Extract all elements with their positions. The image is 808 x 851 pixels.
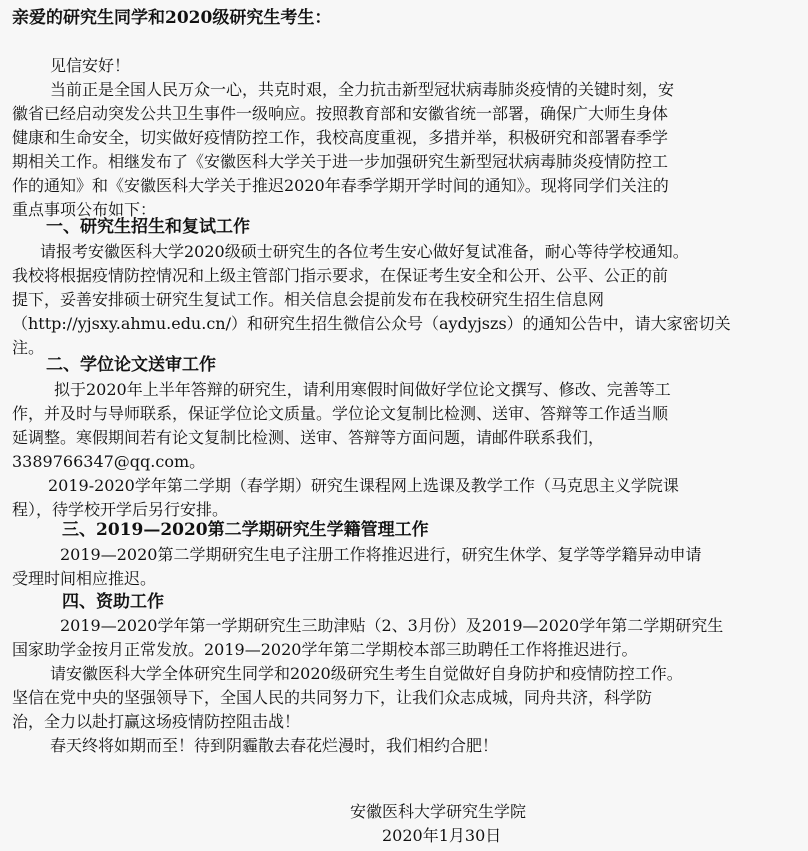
paragraph-line: 作，并及时与导师联系，保证学位论文质量。学位论文复制比检测、送审、答辩等工作适当顺	[12, 404, 669, 423]
salutation: 亲爱的研究生同学和2020级研究生考生：	[12, 8, 332, 28]
closing-line: 春天终将如期而至！待到阴霾散去春花烂漫时，我们相约合肥！	[50, 736, 499, 755]
paragraph-line: 期相关工作。相继发布了《安徽医科大学关于进一步加强研究生新型冠状病毒肺炎疫情防控工	[12, 152, 669, 171]
paragraph-line: 提下，妥善安排硕士研究生复试工作。相关信息会提前发布在我校研究生招生信息网	[12, 290, 605, 309]
paragraph-line: 2019—2020第二学期研究生电子注册工作将推迟进行，研究生休学、复学等学籍异动申请	[60, 545, 702, 564]
section-heading-4: 四、资助工作	[62, 592, 164, 612]
paragraph-line: 注。	[12, 338, 45, 357]
paragraph-line: 受理时间相应推迟。	[12, 569, 157, 588]
paragraph-line: （http://yjsxy.ahmu.edu.cn/）和研究生招生微信公众号（aydyjszs）的通知公告中，请大家密切关	[12, 314, 731, 333]
paragraph-line: 徽省已经启动突发公共卫生事件一级响应。按照教育部和安徽省统一部署，确保广大师生身体	[12, 104, 669, 123]
paragraph-line: 坚信在党中央的坚强领导下，全国人民的共同努力下，让我们众志成城，同舟共济，科学防	[12, 688, 653, 707]
paragraph-line: 请报考安徽医科大学2020级硕士研究生的各位考生安心做好复试准备，耐心等待学校通知。	[40, 242, 689, 261]
email-contact: 3389766347@qq.com。	[12, 452, 206, 471]
paragraph-line: 国家助学金按月正常发放。2019—2020学年第二学期校本部三助聘任工作将推迟进行。	[12, 640, 638, 659]
paragraph-line: 作的通知》和《安徽医科大学关于推迟2020年春季学期开学时间的通知》。现将同学们关注的	[12, 176, 669, 195]
section-heading-3: 三、2019—2020第二学期研究生学籍管理工作	[62, 520, 429, 540]
paragraph-line: 当前正是全国人民万众一心，共克时艰，全力抗击新型冠状病毒肺炎疫情的关键时刻，安	[50, 80, 675, 99]
paragraph-line: 请安徽医科大学全体研究生同学和2020级研究生考生自觉做好自身防护和疫情防控工作。	[50, 664, 683, 683]
paragraph-line: 治，全力以赴打赢这场疫情防控阻击战！	[12, 712, 301, 731]
signature-org: 安徽医科大学研究生学院	[350, 802, 527, 821]
section-heading-2: 二、学位论文送审工作	[46, 355, 216, 375]
paragraph-line: 程），待学校开学后另行安排。	[12, 500, 229, 519]
signature-date: 2020年1月30日	[382, 826, 502, 845]
paragraph-line: 延调整。寒假期间若有论文复制比检测、送审、答辩等方面问题，请邮件联系我们，	[12, 428, 605, 447]
greeting-line: 见信安好！	[50, 56, 131, 75]
paragraph-line: 健康和生命安全，切实做好疫情防控工作，我校高度重视，多措并举，积极研究和部署春季学	[12, 128, 669, 147]
paragraph-line: 2019-2020学年第二学期（春学期）研究生课程网上选课及教学工作（马克思主义学院课	[48, 476, 679, 495]
paragraph-line: 重点事项公布如下：	[12, 200, 157, 219]
paragraph-line: 拟于2020年上半年答辩的研究生，请利用寒假时间做好学位论文撰写、修改、完善等工	[54, 380, 671, 399]
section-heading-1: 一、研究生招生和复试工作	[46, 217, 250, 237]
paragraph-line: 2019—2020学年第一学期研究生三助津贴（2、3月份）及2019—2020学年第二学期研究生	[60, 616, 724, 635]
paragraph-line: 我校将根据疫情防控情况和上级主管部门指示要求，在保证考生安全和公开、公平、公正的前	[12, 266, 669, 285]
